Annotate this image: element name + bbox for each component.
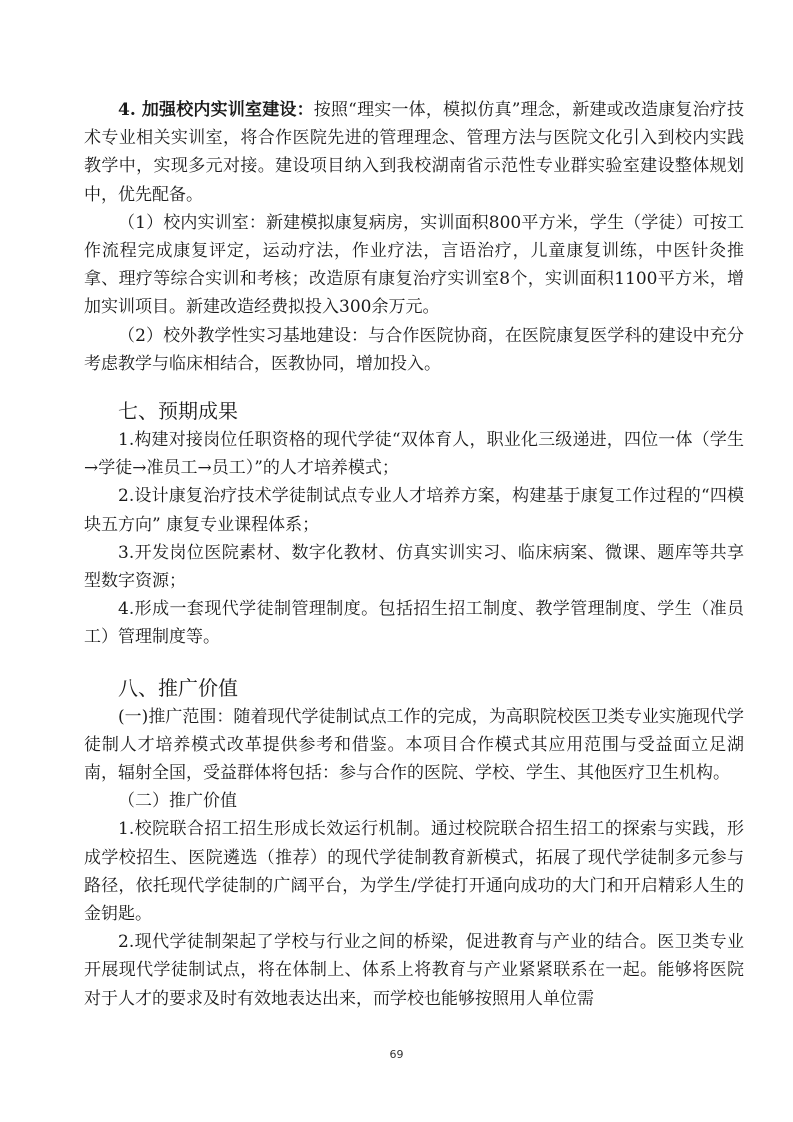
paragraph-on-campus-lab: （1）校内实训室：新建模拟康复病房，实训面积800平方米，学生（学徒）可按工作流程完成康复评定，运动疗法，作业疗法，言语治疗，儿童康复训练，中医针灸推拿、理疗等综合实训和考核；改造原有康复治疗实训室8个，实训面积1100平方米，增加实训项目。新建改造经费拟投入300余万元。 xyxy=(84,212,744,318)
section-heading-promotion-value: 八、推广价值 xyxy=(118,675,238,700)
paragraph-off-campus-base: （2）校外教学性实习基地建设：与合作医院协商，在医院康复医学科的建设中充分考虑教学与临床相结合，医教协同，增加投入。 xyxy=(84,325,744,374)
paragraph-lead: 4. 加强校内实训室建设： xyxy=(118,100,314,120)
paragraph-value-1: 1.校院联合招工招生形成长效运行机制。通过校院联合招生招工的探索与实践，形成学校招生、医院遴选（推荐）的现代学徒制教育新模式，拓展了现代学徒制多元参与路径，依托现代学徒制的广阔平台，为学生/学徒打开通向成功的大门和开启精彩人生的金钥匙。 xyxy=(84,819,744,925)
section-heading-expected-results: 七、预期成果 xyxy=(118,399,238,424)
list-item: 3.开发岗位医院素材、数字化教材、仿真实训实习、临床病案、微课、题库等共享型数字资源； xyxy=(84,542,744,592)
paragraph-promotion-scope: (一)推广范围：随着现代学徒制试点工作的完成，为高职院校医卫类专业实施现代学徒制人才培养模式改革提供参考和借鉴。本项目合作模式其应用范围与受益面立足湖南，辐射全国，受益群体将包括：参与合作的医院、学校、学生、其他医疗卫生机构。 xyxy=(84,706,744,784)
paragraph-lab-construction xyxy=(84,96,744,209)
subheading-promotion-value: （二）推广价值 xyxy=(118,791,237,812)
list-item: 4.形成一套现代学徒制管理制度。包括招生招工制度、教学管理制度、学生（准员工）管理制度等。 xyxy=(84,599,744,648)
paragraph-value-2: 2.现代学徒制架起了学校与行业之间的桥梁，促进教育与产业的结合。医卫类专业开展现代学徒制试点，将在体制上、体系上将教育与产业紧紧联系在一起。能够将医院对于人才的要求及时有效地表达出来，而学校也能够按照用人单位需 xyxy=(84,932,744,1009)
list-item: 1.构建对接岗位任职资格的现代学徒“双体育人，职业化三级递进，四位一体（学生→学徒→准员工→员工）”的人才培养模式； xyxy=(84,430,744,479)
page-body xyxy=(84,96,744,1013)
page-number: 69 xyxy=(389,1048,404,1061)
paragraph-text: 按照“理实一体，模拟仿真”理念，新建或改造康复治疗技术专业相关实训室，将合作医院先进的管理理念、管理方法与医院文化引入到校内实践教学中，实现多元对接。建设项目纳入到我校湖南省示范性专业群实验室建设整体规划中，优先配备。 xyxy=(84,100,744,205)
list-item: 2.设计康复治疗技术学徒制试点专业人才培养方案，构建基于康复工作过程的“四模块五方向” 康复专业课程体系； xyxy=(84,486,744,535)
